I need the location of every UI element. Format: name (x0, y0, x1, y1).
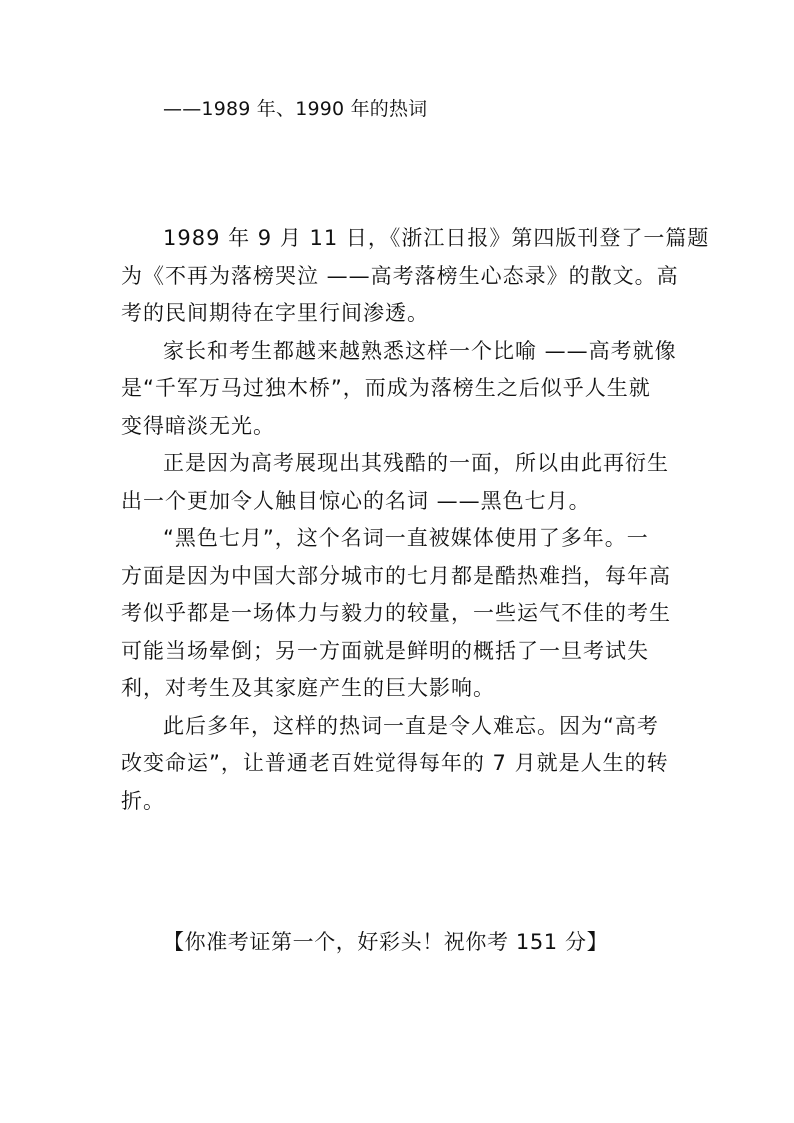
paragraph-2 (121, 333, 677, 446)
article-body (121, 220, 710, 820)
paragraph-5 (121, 708, 669, 821)
paragraph-line: 利，对考生及其家庭产生的巨大影响。 (121, 676, 495, 700)
paragraph-line: 考的民间期待在字里行间渗透。 (121, 301, 429, 325)
paragraph-line: 1989 年 9 月 11 日，《浙江日报》第四版刊登了一篇题 (163, 226, 710, 250)
paragraph-line: “黑色七月”，这个名词一直被媒体使用了多年。一 (163, 526, 649, 550)
paragraph-line: 改变命运”，让普通老百姓觉得每年的 7 月就是人生的转 (121, 751, 669, 775)
paragraph-line: 折。 (121, 788, 165, 813)
document-subtitle: ——1989 年、1990 年的热词 (163, 98, 428, 120)
paragraph-line: 可能当场晕倒；另一方面就是鲜明的概括了一旦考试失 (121, 638, 649, 663)
paragraph-line: 此后多年，这样的热词一直是令人难忘。因为“高考 (163, 713, 659, 738)
blessing-line: 【你准考证第一个，好彩头！祝你考 151 分】 (163, 930, 609, 954)
paragraph-line: 出一个更加令人触目惊心的名词 ——黑色七月。 (121, 488, 591, 513)
paragraph-line: 考似乎都是一场体力与毅力的较量，一些运气不佳的考生 (121, 601, 671, 625)
paragraph-4 (121, 520, 671, 708)
paragraph-line: 变得暗淡无光。 (121, 413, 275, 438)
paragraph-line: 方面是因为中国大部分城市的七月都是酷热难挡，每年高 (121, 563, 671, 588)
paragraph-1 (121, 220, 710, 333)
paragraph-line: 为《不再为落榜哭泣 ——高考落榜生心态录》的散文。高 (121, 263, 679, 288)
paragraph-3 (121, 445, 669, 520)
paragraph-line: 是“千军万马过独木桥”，而成为落榜生之后似乎人生就 (121, 376, 651, 400)
paragraph-line: 正是因为高考展现出其残酷的一面，所以由此再衍生 (163, 451, 669, 475)
paragraph-line: 家长和考生都越来越熟悉这样一个比喻 ——高考就像 (163, 338, 677, 363)
